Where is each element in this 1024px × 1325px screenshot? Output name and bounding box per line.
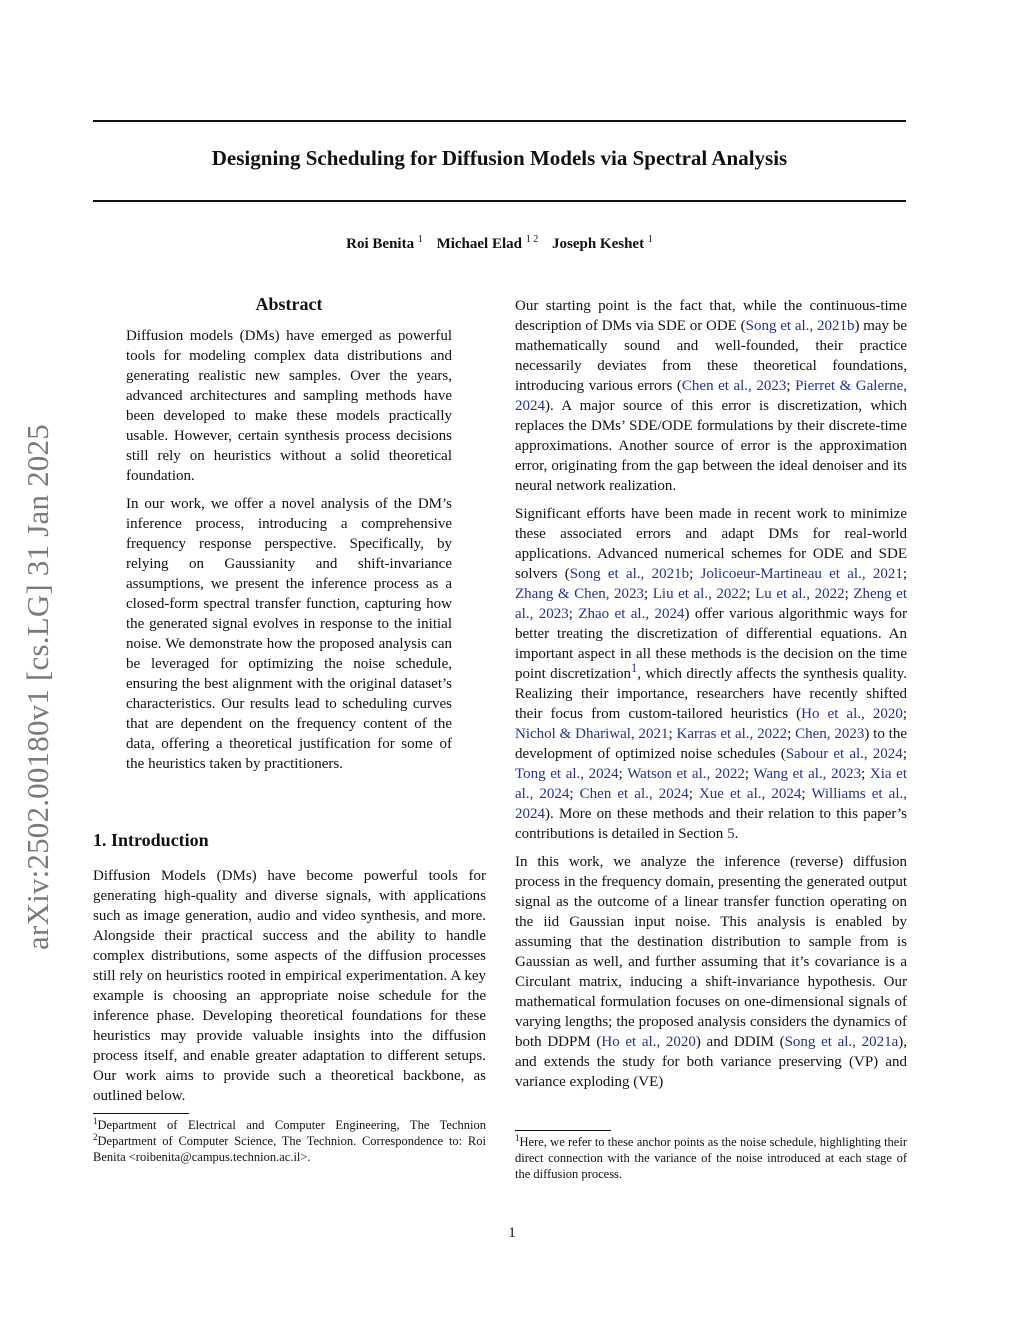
citation-link[interactable]: Xue et al., 2024 — [698, 786, 802, 802]
citation-link[interactable]: Tong et al., 2024 — [515, 766, 619, 782]
right-column — [515, 296, 907, 1100]
introduction-section — [93, 828, 486, 1114]
footnote-text: $^1$Here, we refer to these anchor points as the noise schedule, highlighting their direct connection with the variance of the noise introduced at each stage of the diffusion process. — [515, 1132, 907, 1181]
author-affiliation: 1 — [647, 234, 653, 245]
citation-link[interactable]: Xia et al., 2024 — [515, 766, 908, 802]
abstract-section — [126, 292, 452, 782]
author-name: Roi Benita — [346, 236, 415, 252]
abstract-paragraph: Diffusion models (DMs) have emerged as powerful tools for modeling complex data distributions and generating realistic new samples. Over the years, advanced architectures and sampling methods have been developed to make these models practically usable. However, certain synthesis process decisions still rely on heuristics without a solid theoretical foundation. — [126, 328, 452, 484]
body-paragraph: Diffusion Models (DMs) have become powerful tools for generating high-quality and diverse signals, with applications such as image generation, audio and video synthesis, and more. Alongside their practical success and the ability to handle complex distributions, some aspects of the diffusion processes still rely on heuristics rooted in empirical experimentation. A key example is choosing an appropriate noise schedule for the inference phase. Developing theoretical foundations for these heuristics may provide valuable insights into the diffusion process itself, and enable greater adaptation to different setups. Our work aims to provide such a theoretical backbone, as outlined below. — [93, 868, 486, 1104]
author — [552, 236, 653, 252]
arxiv-stamp: arXiv:2502.00180v1 [cs.LG] 31 Jan 2025 — [20, 424, 55, 950]
citation-link[interactable]: Sabour et al., 2024 — [785, 746, 903, 762]
citation-link[interactable]: Chen et al., 2023 — [681, 378, 787, 394]
citation-link[interactable]: Karras et al., 2022 — [676, 726, 788, 742]
citation-link[interactable]: Chen, 2023 — [795, 726, 865, 742]
citation-link[interactable]: Jolicoeur-Martineau et al., 2021 — [700, 566, 903, 582]
section-link[interactable]: 5 — [727, 826, 735, 842]
citation-link[interactable]: Pierret & Galerne, 2024 — [515, 378, 908, 414]
page-number: 1 — [508, 1225, 516, 1241]
citation-link[interactable]: Lu et al., 2022 — [755, 586, 845, 602]
title-rule-top — [93, 120, 906, 122]
citation-link[interactable]: Watson et al., 2022 — [627, 766, 745, 782]
abstract-paragraph: In our work, we offer a novel analysis of the DM’s inference process, introducing a comprehensive frequency response perspective. Specifically, by relying on Gaussianity and shift-invariance assumptions, we present the inference process as a closed-form spectral transfer function, capturing how the generated signal evolves in response to the initial noise. We demonstrate how the proposed analysis can be leveraged for optimizing the noise schedule, ensuring the best alignment with the original dataset’s characteristics. Our results lead to scheduling curves that are dependent on the frequency content of the data, offering a theoretical justification for some of the heuristics taken by practitioners. — [126, 496, 452, 772]
affiliation-footnote — [93, 1113, 486, 1165]
author-affiliation: 1 2 — [525, 234, 539, 245]
author-name: Michael Elad — [436, 236, 522, 252]
author-name: Joseph Keshet — [552, 236, 645, 252]
citation-link[interactable]: Zhao et al., 2024 — [578, 606, 685, 622]
author-affiliation: 1 — [417, 234, 423, 245]
footnote-text: $^1$Department of Electrical and Computer Engineering, The Technion $^2$Department of Computer Science, The Technion. Correspondence to: Roi Benita <roibenita@campus.technion.ac.il>. — [93, 1115, 486, 1164]
citation-link[interactable]: Song et al., 2021a — [784, 1034, 899, 1050]
citation-link[interactable]: Song et al., 2021b — [569, 566, 690, 582]
body-paragraph: Our starting point is the fact that, while the continuous-time description of DMs via SDE or ODE (Song et al., 2021b) may be mathematically sound and well-founded, their practice necessarily deviates from these theoretical foundations, introducing various errors (Chen et al., 2023; Pierret & Galerne, 2024). A major source of this error is discretization, which replaces the DMs’ SDE/ODE formulations by their discrete-time approximations. Another source of error is the approximation error, originating from the gap between the ideal denoiser and its neural network realization. — [515, 298, 908, 494]
citation-link[interactable]: Liu et al., 2022 — [652, 586, 747, 602]
title-rule-bottom — [93, 200, 906, 202]
citation-link[interactable]: Song et al., 2021b — [745, 318, 855, 334]
citation-link[interactable]: Zhang & Chen, 2023 — [515, 586, 645, 602]
abstract-heading: Abstract — [255, 294, 323, 314]
author-list — [93, 236, 906, 253]
citation-link[interactable]: Williams et al., 2024 — [515, 786, 908, 822]
citation-link[interactable]: Nichol & Dhariwal, 2021 — [515, 726, 669, 742]
author — [437, 236, 539, 252]
citation-link[interactable]: Zheng et al., 2023 — [515, 586, 907, 622]
body-paragraph: In this work, we analyze the inference (reverse) diffusion process in the frequency domain, presenting the generated output signal as the outcome of a linear transfer function operating on the iid Gaussian input noise. This analysis is enabled by assuming that the destination distribution to sample from is Gaussian as well, and further assuming that it’s covariance is a Circulant matrix, inducing a shift-invariance hypothesis. Our mathematical formulation focuses on one-dimensional signals of varying lengths; the proposed analysis considers the dynamics of both DDPM (Ho et al., 2020) and DDIM (Song et al., 2021a), and extends the study for both variance preserving (VP) and variance exploding (VE) — [515, 854, 908, 1090]
author — [346, 236, 423, 252]
body-paragraph: Significant efforts have been made in recent work to minimize these associated errors and adapt DMs for real-world applications. Advanced numerical schemes for ODE and SDE solvers (Song et al., 2021b; Jolicoeur-Martineau et al., 2021; Zhang & Chen, 2023; Liu et al., 2022; Lu et al., 2022; Zheng et al., 2023; Zhao et al., 2024) offer various algorithmic ways for better treating the discretization of differential equations. An important aspect in all these methods is the decision on the time point discretization$^1$, which directly affects the synthesis quality. Realizing their importance, researchers have recently shifted their focus from custom-tailored heuristics (Ho et al., 2020; Nichol & Dhariwal, 2021; Karras et al., 2022; Chen, 2023) to the development of optimized noise schedules (Sabour et al., 2024; Tong et al., 2024; Watson et al., 2022; Wang et al., 2023; Xia et al., 2024; Chen et al., 2024; Xue et al., 2024; Williams et al., 2024). More on these methods and their relation to this paper’s contributions is detailed in Section 5. — [515, 506, 908, 842]
citation-link[interactable]: Ho et al., 2020 — [601, 1034, 696, 1050]
footnote-rule — [93, 1113, 189, 1114]
paper-title: Designing Scheduling for Diffusion Models via Spectral Analysis — [211, 146, 788, 170]
citation-link[interactable]: Chen et al., 2024 — [579, 786, 689, 802]
citation-link[interactable]: Wang et al., 2023 — [753, 766, 862, 782]
footnote-rule — [515, 1130, 611, 1131]
footnote — [515, 1130, 907, 1182]
footnote-marker[interactable]: 1 — [630, 661, 638, 675]
section-heading: 1. Introduction — [93, 830, 209, 850]
citation-link[interactable]: Ho et al., 2020 — [801, 706, 903, 722]
